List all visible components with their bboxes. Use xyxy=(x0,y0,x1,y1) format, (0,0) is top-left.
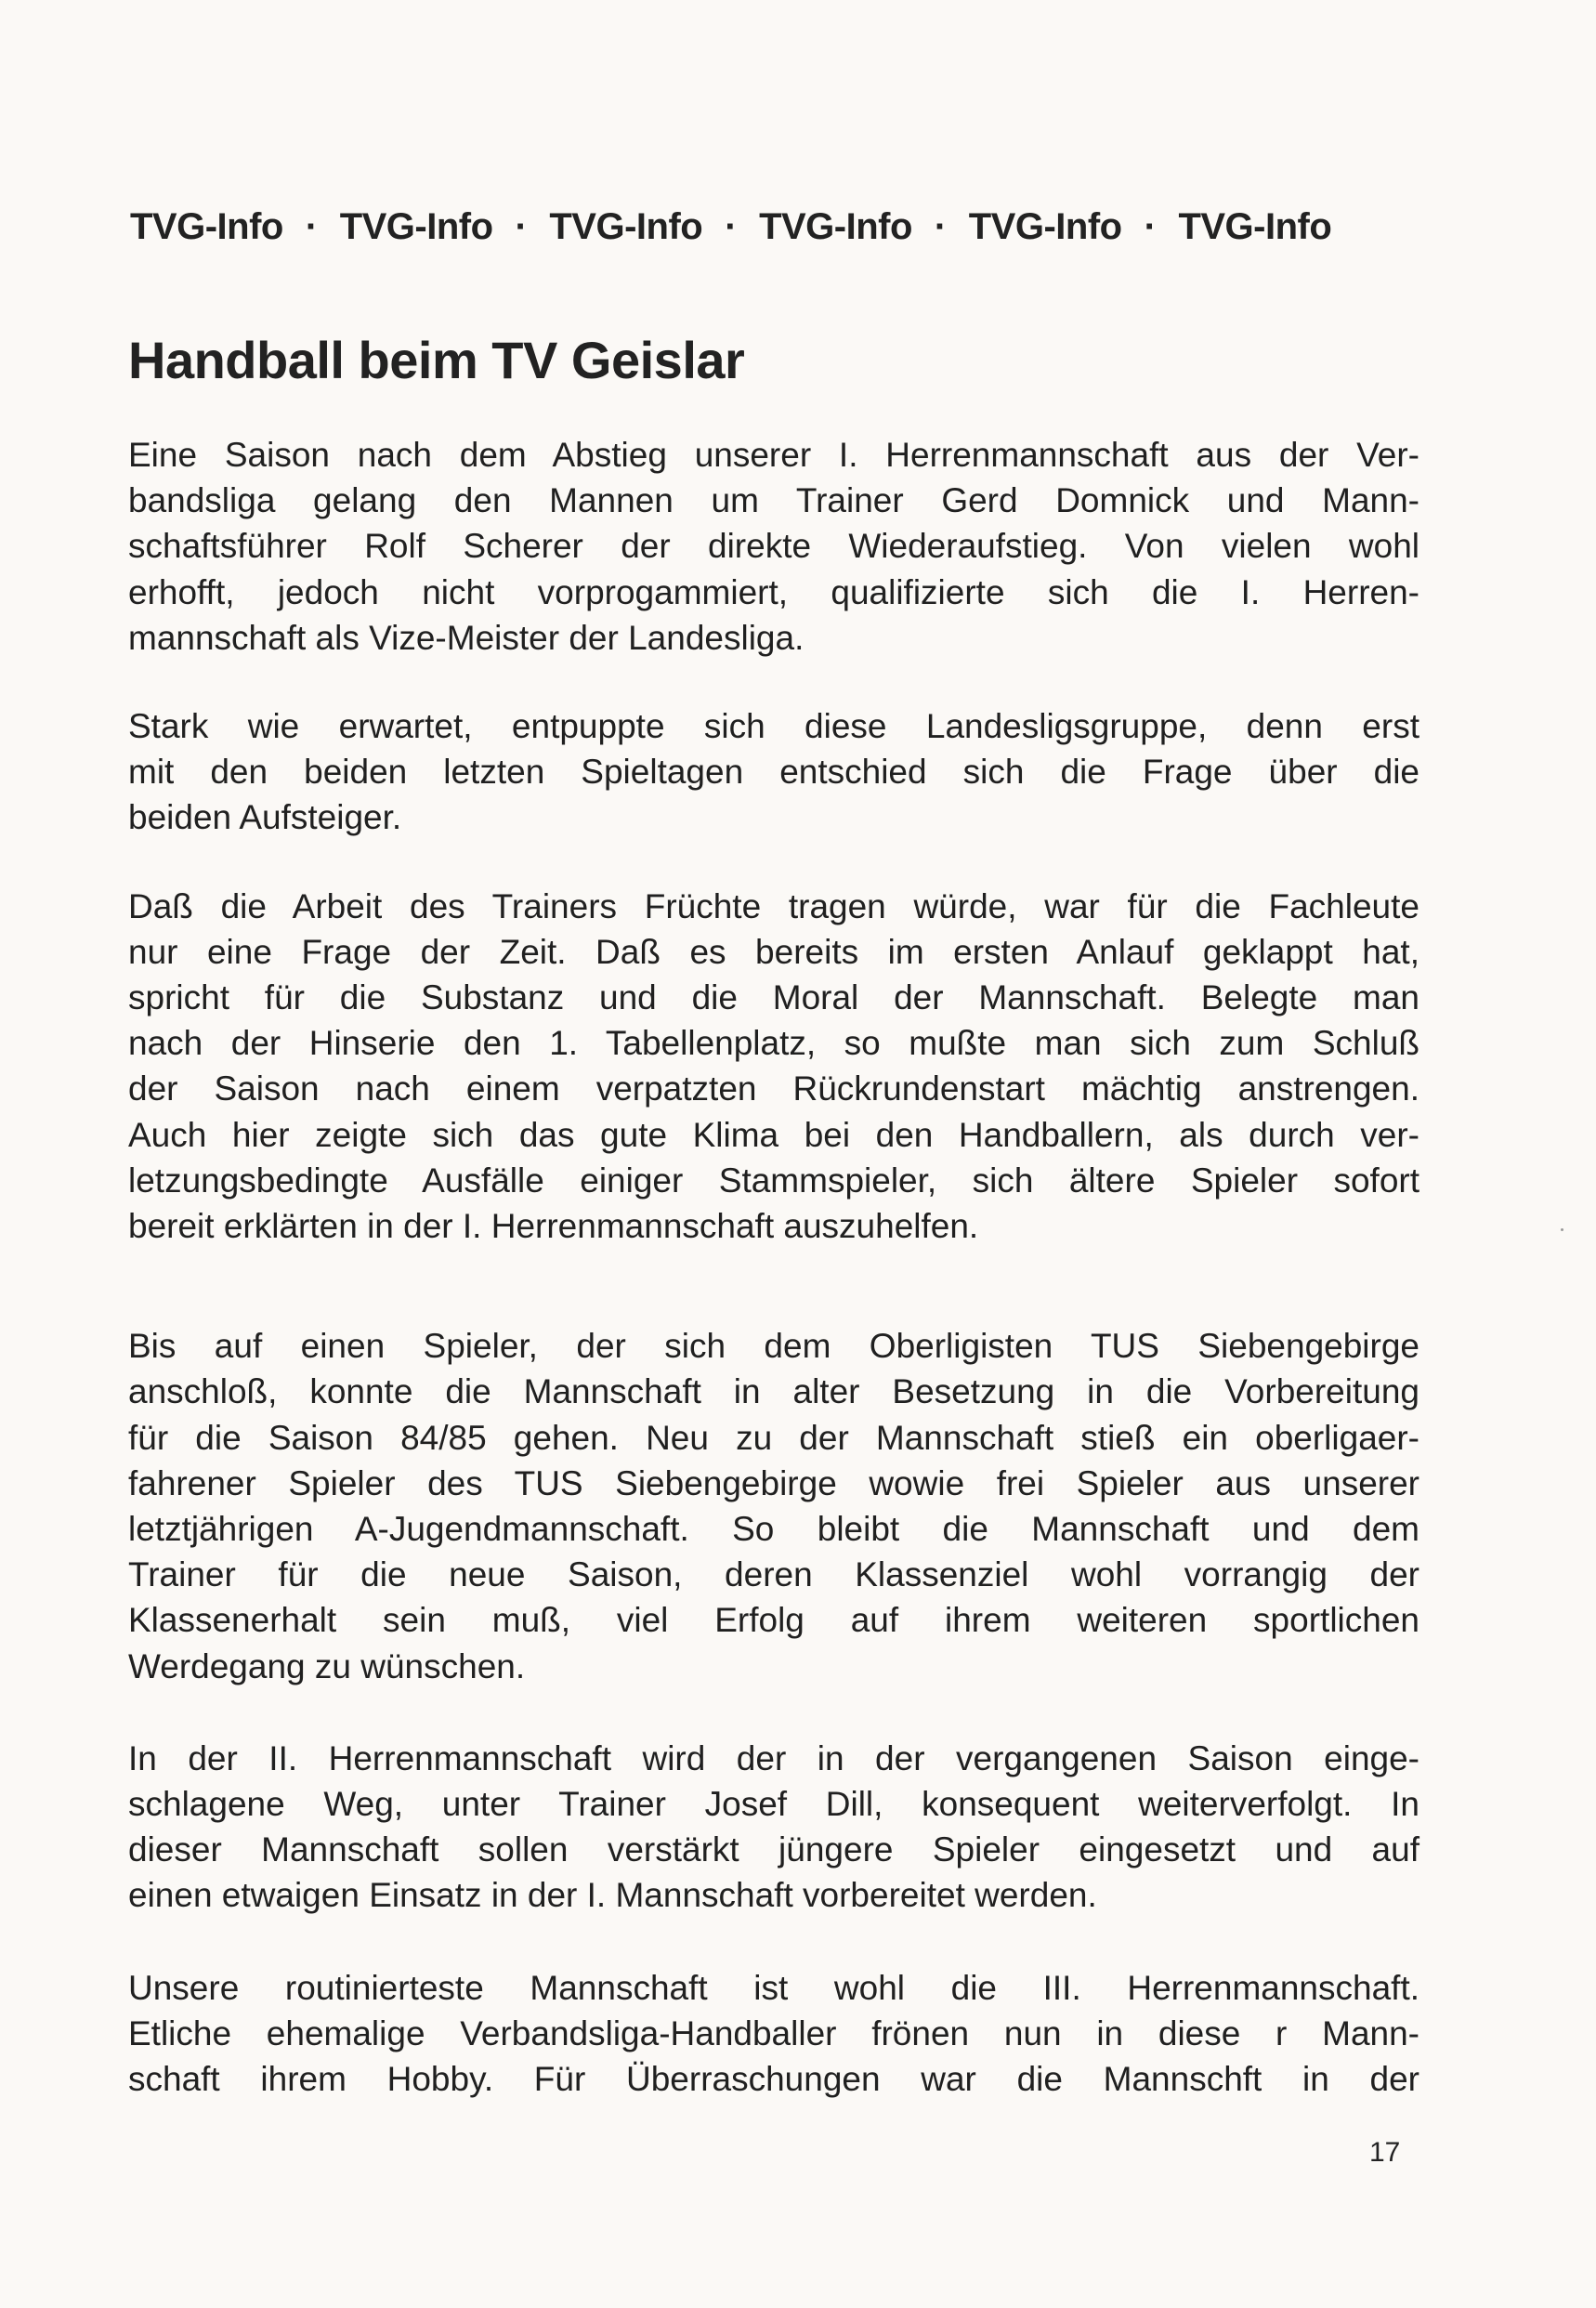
header-separator: · xyxy=(725,206,738,247)
header-item: TVG-Info xyxy=(759,206,912,247)
text-line: bandsliga gelang den Mannen um Trainer Gerd Domnick und Mann- xyxy=(128,481,1419,520)
paragraph xyxy=(128,1965,1419,2103)
header-item: TVG-Info xyxy=(1178,206,1332,247)
text-line: Unsere routinierteste Mannschaft ist wohl die III. Herrenmannschaft. xyxy=(128,1968,1419,2007)
header-item: TVG-Info xyxy=(339,206,493,247)
paragraph xyxy=(128,884,1419,1250)
header-separator: · xyxy=(515,206,528,247)
text-line: In der II. Herrenmannschaft wird der in der vergangenen Saison einge- xyxy=(128,1738,1419,1777)
text-line: erhofft, jedoch nicht vorprogammiert, qualifizierte sich die I. Herren- xyxy=(128,572,1419,611)
paragraph xyxy=(128,432,1419,661)
text-line: mannschaft als Vize-Meister der Landesliga. xyxy=(128,618,805,657)
text-line: Trainer für die neue Saison, deren Klassenziel wohl vorrangig der xyxy=(128,1555,1419,1594)
paragraph-gap xyxy=(128,841,1419,884)
paragraph xyxy=(128,1736,1419,1919)
text-line: einen etwaigen Einsatz in der I. Mannschaft vorbereitet werden. xyxy=(128,1876,1097,1915)
header-item: TVG-Info xyxy=(130,206,283,247)
text-line: Eine Saison nach dem Abstieg unserer I. Herrenmannschaft aus der Ver- xyxy=(128,436,1419,474)
text-line: Bis auf einen Spieler, der sich dem Oberligisten TUS Siebengebirge xyxy=(128,1327,1419,1366)
page-number: 17 xyxy=(1369,2137,1401,2168)
paragraph-gap xyxy=(128,1919,1419,1965)
header-separator: · xyxy=(305,206,318,247)
text-line: der Saison nach einem verpatzten Rückrundenstart mächtig anstrengen. xyxy=(128,1069,1419,1108)
header-item: TVG-Info xyxy=(968,206,1122,247)
header-item: TVG-Info xyxy=(549,206,703,247)
text-line: beiden Aufsteiger. xyxy=(128,798,402,837)
paragraph-gap xyxy=(128,661,1419,703)
paragraph xyxy=(128,703,1419,841)
text-line: spricht für die Substanz und die Moral der Mannschaft. Belegte man xyxy=(128,978,1419,1017)
text-line: Auch hier zeigte sich das gute Klima bei den Handballern, als durch ver- xyxy=(128,1115,1419,1154)
paper-speck xyxy=(1561,1228,1563,1231)
header-separator: · xyxy=(1144,206,1157,247)
paragraph xyxy=(128,1323,1419,1689)
text-line: fahrener Spieler des TUS Siebengebirge wowie frei Spieler aus unserer xyxy=(128,1463,1419,1502)
text-line: dieser Mannschaft sollen verstärkt jüngere Spieler eingesetzt und auf xyxy=(128,1830,1419,1869)
text-line: für die Saison 84/85 gehen. Neu zu der Mannschaft stieß ein oberligaer- xyxy=(128,1418,1419,1457)
text-line: schaft ihrem Hobby. Für Überraschungen war die Mannschft in der xyxy=(128,2060,1419,2099)
text-line: mit den beiden letzten Spieltagen entschied sich die Frage über die xyxy=(128,753,1419,792)
text-line: schaftsführer Rolf Scherer der direkte Wiederaufstieg. Von vielen wohl xyxy=(128,527,1419,566)
running-header xyxy=(130,206,1412,248)
text-line: nur eine Frage der Zeit. Daß es bereits im ersten Anlauf geklappt hat, xyxy=(128,932,1419,971)
text-line: nach der Hinserie den 1. Tabellenplatz, so mußte man sich zum Schluß xyxy=(128,1024,1419,1063)
paragraph-gap xyxy=(128,1249,1419,1323)
text-line: Daß die Arbeit des Trainers Früchte tragen würde, war für die Fachleute xyxy=(128,886,1419,925)
header-separator: · xyxy=(934,206,947,247)
text-line: letztjährigen A-Jugendmannschaft. So bleibt die Mannschaft und dem xyxy=(128,1510,1419,1549)
text-line: schlagene Weg, unter Trainer Josef Dill, konsequent weiterverfolgt. In xyxy=(128,1785,1419,1824)
article-title: Handball beim TV Geislar xyxy=(128,331,745,389)
article-body xyxy=(128,432,1419,2102)
paragraph-gap xyxy=(128,1689,1419,1736)
text-line: Etliche ehemalige Verbandsliga-Handballer frönen nun in diese r Mann- xyxy=(128,2013,1419,2052)
text-line: Stark wie erwartet, entpuppte sich diese Landesligsgruppe, denn erst xyxy=(128,707,1419,746)
text-line: letzungsbedingte Ausfälle einiger Stammspieler, sich ältere Spieler sofort xyxy=(128,1161,1419,1200)
text-line: Klassenerhalt sein muß, viel Erfolg auf ihrem weiteren sportlichen xyxy=(128,1601,1419,1640)
text-line: bereit erklärten in der I. Herrenmannschaft auszuhelfen. xyxy=(128,1207,979,1246)
text-line: Werdegang zu wünschen. xyxy=(128,1646,526,1685)
text-line: anschloß, konnte die Mannschaft in alter Besetzung in die Vorbereitung xyxy=(128,1372,1419,1411)
